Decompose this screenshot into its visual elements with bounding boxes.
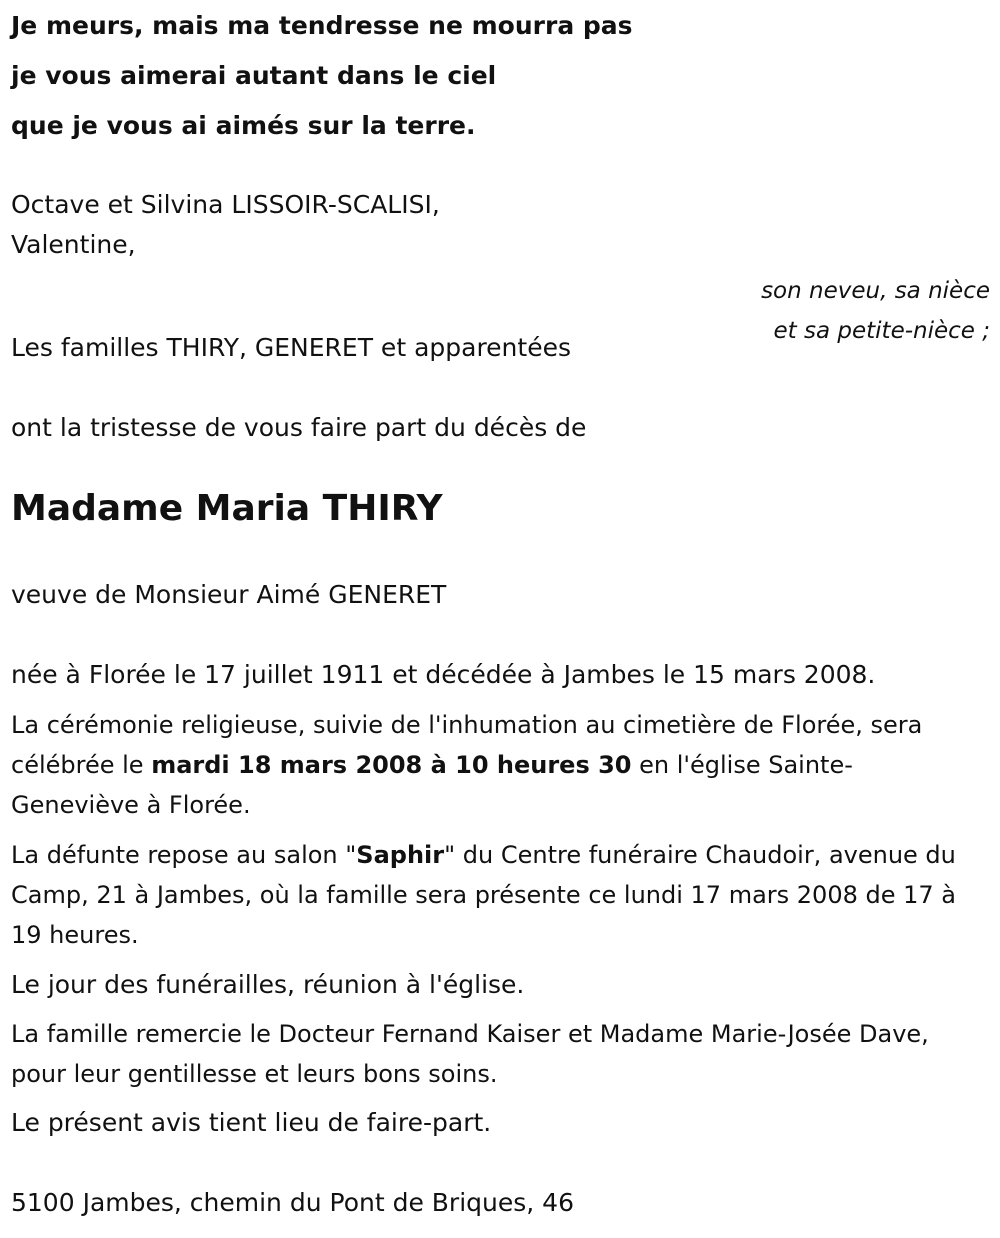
notice-line: Le présent avis tient lieu de faire-part. — [11, 1108, 492, 1137]
viewing-text-before: La défunte repose au salon " — [11, 841, 357, 869]
family-line-2: Valentine, — [11, 230, 136, 259]
quote-line-3: que je vous ai aimés sur la terre. — [11, 111, 476, 140]
meeting-line: Le jour des funérailles, réunion à l'église. — [11, 970, 525, 999]
ceremony-text-before: La cérémonie religieuse, suivie de l'inhumation au cimetière de Florée, sera célébrée le — [11, 711, 923, 779]
family-line-1: Octave et Silvina LISSOIR-SCALISI, — [11, 190, 440, 219]
ceremony-paragraph — [11, 705, 971, 825]
quote-line-1: Je meurs, mais ma tendresse ne mourra pas — [11, 11, 633, 40]
thanks-paragraph: La famille remercie le Docteur Fernand Kaiser et Madame Marie-Josée Dave, pour leur gentillesse et leurs bons soins. — [11, 1020, 929, 1088]
ceremony-date: mardi 18 mars 2008 à 10 heures 30 — [151, 751, 632, 779]
quote-line-2: je vous aimerai autant dans le ciel — [11, 61, 497, 90]
announcement-line: ont la tristesse de vous faire part du décès de — [11, 413, 587, 442]
families-line: Les familles THIRY, GENERET et apparentées — [11, 333, 571, 362]
viewing-text-after: " du Centre funéraire Chaudoir, avenue du Camp, 21 à Jambes, où la famille sera présente ce lundi 17 mars 2008 de 17 à 19 heures. — [11, 841, 956, 949]
salon-name: Saphir — [356, 841, 445, 869]
relation-line-1: son neveu, sa nièce — [761, 278, 990, 304]
ceremony-text-after: en l'église Sainte-Geneviève à Florée. — [11, 751, 853, 819]
address-line: 5100 Jambes, chemin du Pont de Briques, 46 — [11, 1188, 574, 1217]
widow-of-line: veuve de Monsieur Aimé GENERET — [11, 580, 447, 609]
deceased-name: Madame Maria THIRY — [11, 488, 443, 529]
viewing-paragraph — [11, 835, 971, 955]
relation-line-2: et sa petite-nièce ; — [773, 318, 990, 344]
birth-death-line: née à Florée le 17 juillet 1911 et décédée à Jambes le 15 mars 2008. — [11, 660, 876, 689]
